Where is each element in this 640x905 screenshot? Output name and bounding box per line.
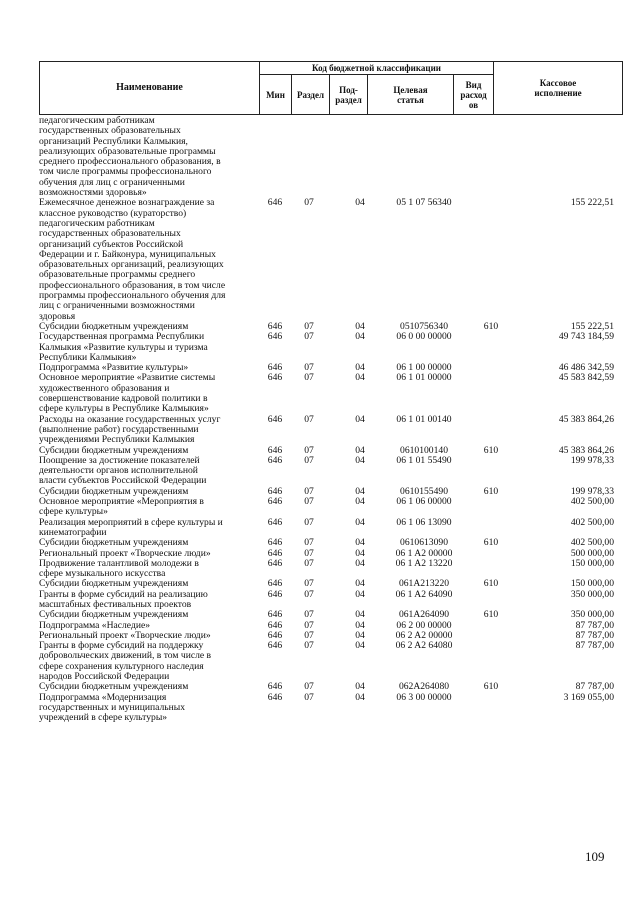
cell-vid: 610 (483, 485, 499, 497)
cell-sum: 45 383 864,26 (558, 413, 614, 425)
cell-name: Ежемесячное денежное вознаграждение за классное руководство (кураторство) педагогическим работникам государственных образовательных организаций субъектов Российской Федерации и г. Байконура, муниципальных образовательных организаций, реализующих образовательные программы среднего профессионального образования, в том числе программы профессионального обучения для лиц с ограниченными возможностями здоровья (39, 197, 226, 322)
cell-st: 06 1 06 00000 (396, 496, 452, 508)
cell-min: 646 (267, 537, 283, 549)
cell-raz: 07 (304, 372, 314, 384)
cell-sum: 350 000,00 (570, 609, 614, 621)
cell-raz: 07 (304, 588, 314, 600)
table-row (0, 559, 640, 580)
cell-name: Расходы на оказание государственных услуг (выполнение работ) государственными учреждениями Республики Калмыкия (39, 413, 221, 446)
header-statya (368, 75, 454, 115)
cell-min: 646 (267, 197, 283, 209)
table-body (0, 116, 640, 724)
cell-raz: 07 (304, 609, 314, 621)
table-row (0, 497, 640, 518)
cell-name: педагогическим работникам государственных образовательных организаций Республики Калмыкия, реализующих образовательные программы среднего профессионального образования, в том числе программы профессионального обучения для лиц с ограниченными возможностями здоровья» (39, 115, 221, 199)
cell-sum: 87 787,00 (575, 619, 614, 631)
header-min: Мин (260, 75, 292, 115)
header-sum-label: Кассовое исполнение (534, 78, 582, 98)
header-sum (494, 62, 623, 115)
cell-pod: 04 (355, 413, 365, 425)
cell-sum: 49 743 184,59 (558, 331, 614, 343)
cell-pod: 04 (355, 516, 365, 528)
cell-pod: 04 (355, 331, 365, 343)
cell-st: 06 1 01 00000 (396, 372, 452, 384)
cell-pod: 04 (355, 454, 365, 466)
cell-st: 0610613090 (400, 537, 448, 549)
cell-sum: 155 222,51 (570, 197, 614, 209)
cell-st: 0510756340 (400, 320, 448, 332)
cell-min: 646 (267, 362, 283, 374)
cell-st: 06 1 06 13090 (396, 516, 452, 528)
cell-sum: 87 787,00 (575, 640, 614, 652)
cell-sum: 199 978,33 (570, 485, 614, 497)
table-row (0, 518, 640, 539)
cell-pod: 04 (355, 547, 365, 559)
cell-raz: 07 (304, 557, 314, 569)
cell-pod: 04 (355, 197, 365, 209)
cell-raz: 07 (304, 516, 314, 528)
cell-st: 05 1 07 56340 (396, 197, 452, 209)
header-name: Наименование (40, 62, 260, 115)
cell-raz: 07 (304, 454, 314, 466)
cell-raz: 07 (304, 362, 314, 374)
cell-pod: 04 (355, 691, 365, 703)
cell-st: 06 2 A2 00000 (395, 629, 453, 641)
cell-name: Субсидии бюджетным учреждениям (39, 609, 189, 621)
cell-pod: 04 (355, 496, 365, 508)
table-row (0, 693, 640, 724)
cell-vid: 610 (483, 681, 499, 693)
cell-st: 061A264090 (398, 609, 450, 621)
cell-min: 646 (267, 619, 283, 631)
cell-pod: 04 (355, 609, 365, 621)
cell-raz: 07 (304, 413, 314, 425)
cell-name: Субсидии бюджетным учреждениям (39, 537, 189, 549)
cell-min: 646 (267, 496, 283, 508)
cell-raz: 07 (304, 619, 314, 631)
table-row (0, 415, 640, 446)
cell-st: 06 2 A2 64080 (395, 640, 453, 652)
header-vid (454, 75, 494, 115)
cell-vid: 610 (483, 444, 499, 456)
cell-min: 646 (267, 691, 283, 703)
cell-vid: 610 (483, 537, 499, 549)
cell-min: 646 (267, 516, 283, 528)
cell-pod: 04 (355, 537, 365, 549)
cell-sum: 402 500,00 (570, 496, 614, 508)
cell-pod: 04 (355, 320, 365, 332)
cell-min: 646 (267, 629, 283, 641)
cell-name: Государственная программа Республики Калмыкия «Развитие культуры и туризма Республики Калмыкия» (39, 331, 208, 363)
cell-raz: 07 (304, 197, 314, 209)
cell-min: 646 (267, 454, 283, 466)
cell-min: 646 (267, 681, 283, 693)
cell-name: Субсидии бюджетным учреждениям (39, 681, 189, 693)
cell-pod: 04 (355, 578, 365, 590)
cell-name: Субсидии бюджетным учреждениям (39, 320, 189, 332)
cell-min: 646 (267, 557, 283, 569)
cell-vid: 610 (483, 320, 499, 332)
cell-min: 646 (267, 640, 283, 652)
cell-pod: 04 (355, 619, 365, 631)
cell-min: 646 (267, 547, 283, 559)
cell-name: Региональный проект «Творческие люди» (39, 547, 211, 559)
cell-st: 06 1 00 00000 (396, 362, 452, 374)
cell-st: 06 3 00 00000 (396, 691, 452, 703)
table-header (39, 61, 623, 115)
cell-name: Гранты в форме субсидий на поддержку добровольческих движений, в том числе в сфере сохранения культурного наследия народов Российской Федерации (39, 640, 212, 683)
cell-sum: 45 383 864,26 (558, 444, 614, 456)
cell-sum: 350 000,00 (570, 588, 614, 600)
cell-raz: 07 (304, 331, 314, 343)
cell-raz: 07 (304, 681, 314, 693)
header-statya-label: Целевая статья (393, 84, 428, 105)
cell-name: Основное мероприятие «Мероприятия в сфере культуры» (39, 496, 204, 518)
cell-pod: 04 (355, 640, 365, 652)
header-razdel: Раздел (292, 75, 330, 115)
cell-name: Подпрограмма «Модернизация государственных и муниципальных учреждений в сфере культуры» (39, 691, 186, 724)
cell-pod: 04 (355, 372, 365, 384)
cell-min: 646 (267, 485, 283, 497)
cell-sum: 46 486 342,59 (558, 362, 614, 374)
cell-st: 06 1 A2 64090 (395, 588, 453, 600)
cell-sum: 3 169 055,00 (563, 691, 614, 703)
cell-raz: 07 (304, 691, 314, 703)
table-row (0, 198, 640, 322)
header-podrazdel (330, 75, 368, 115)
cell-raz: 07 (304, 496, 314, 508)
cell-name: Региональный проект «Творческие люди» (39, 629, 211, 641)
cell-raz: 07 (304, 537, 314, 549)
cell-st: 06 1 01 00140 (396, 413, 452, 425)
cell-st: 06 2 00 00000 (396, 619, 452, 631)
cell-name: Субсидии бюджетным учреждениям (39, 444, 189, 456)
cell-min: 646 (267, 331, 283, 343)
cell-st: 0610155490 (400, 485, 448, 497)
cell-st: 062A264080 (398, 681, 450, 693)
cell-pod: 04 (355, 629, 365, 641)
table-row (0, 116, 640, 198)
cell-name: Субсидии бюджетным учреждениям (39, 485, 189, 497)
cell-st: 0610100140 (400, 444, 448, 456)
cell-sum: 87 787,00 (575, 629, 614, 641)
cell-sum: 155 222,51 (570, 320, 614, 332)
cell-name: Реализация мероприятий в сфере культуры и кинематографии (39, 516, 223, 538)
cell-sum: 402 500,00 (570, 537, 614, 549)
cell-name: Субсидии бюджетным учреждениям (39, 578, 189, 590)
cell-raz: 07 (304, 640, 314, 652)
cell-pod: 04 (355, 588, 365, 600)
table-row (0, 373, 640, 414)
cell-sum: 150 000,00 (570, 557, 614, 569)
cell-name: Подпрограмма «Наследие» (39, 619, 151, 631)
table-row (0, 641, 640, 682)
cell-raz: 07 (304, 320, 314, 332)
cell-min: 646 (267, 444, 283, 456)
cell-raz: 07 (304, 578, 314, 590)
header-vid-label: Вид расход ов (460, 79, 487, 110)
cell-sum: 150 000,00 (570, 578, 614, 590)
cell-raz: 07 (304, 547, 314, 559)
table-row (0, 332, 640, 363)
cell-raz: 07 (304, 444, 314, 456)
cell-st: 06 1 01 55490 (396, 454, 452, 466)
cell-sum: 45 583 842,59 (558, 372, 614, 384)
cell-raz: 07 (304, 485, 314, 497)
table-row (0, 590, 640, 611)
page-number: 109 (585, 849, 605, 864)
cell-st: 06 0 00 00000 (396, 331, 452, 343)
cell-name: Подпрограмма «Развитие культуры» (39, 362, 189, 374)
header-budget-code: Код бюджетной классификации (260, 62, 494, 75)
cell-name: Основное мероприятие «Развитие системы художественного образования и совершенствование кадровой политики в сфере культуры в Республике Калмыкия» (39, 372, 216, 415)
cell-min: 646 (267, 320, 283, 332)
cell-pod: 04 (355, 557, 365, 569)
header-podrazdel-label: Под- раздел (335, 84, 362, 105)
cell-name: Продвижение талантливой молодежи в сфере музыкального искусства (39, 557, 199, 580)
cell-sum: 500 000,00 (570, 547, 614, 559)
cell-st: 06 1 A2 00000 (395, 547, 453, 559)
table-row (0, 538, 640, 548)
cell-raz: 07 (304, 629, 314, 641)
cell-vid: 610 (483, 609, 499, 621)
cell-sum: 87 787,00 (575, 681, 614, 693)
cell-pod: 04 (355, 485, 365, 497)
cell-st: 06 1 A2 13220 (395, 557, 453, 569)
table-row (0, 456, 640, 487)
cell-name: Гранты в форме субсидий на реализацию масштабных фестивальных проектов (39, 588, 208, 610)
cell-sum: 402 500,00 (570, 516, 614, 528)
cell-sum: 199 978,33 (570, 454, 614, 466)
cell-pod: 04 (355, 444, 365, 456)
cell-pod: 04 (355, 362, 365, 374)
cell-min: 646 (267, 372, 283, 384)
cell-st: 061A213220 (398, 578, 450, 590)
cell-pod: 04 (355, 681, 365, 693)
cell-min: 646 (267, 588, 283, 600)
cell-min: 646 (267, 609, 283, 621)
cell-vid: 610 (483, 578, 499, 590)
cell-min: 646 (267, 578, 283, 590)
cell-min: 646 (267, 413, 283, 425)
cell-name: Поощрение за достижение показателей деятельности органов исполнительной власти субъектов Российской Федерации (39, 454, 207, 487)
